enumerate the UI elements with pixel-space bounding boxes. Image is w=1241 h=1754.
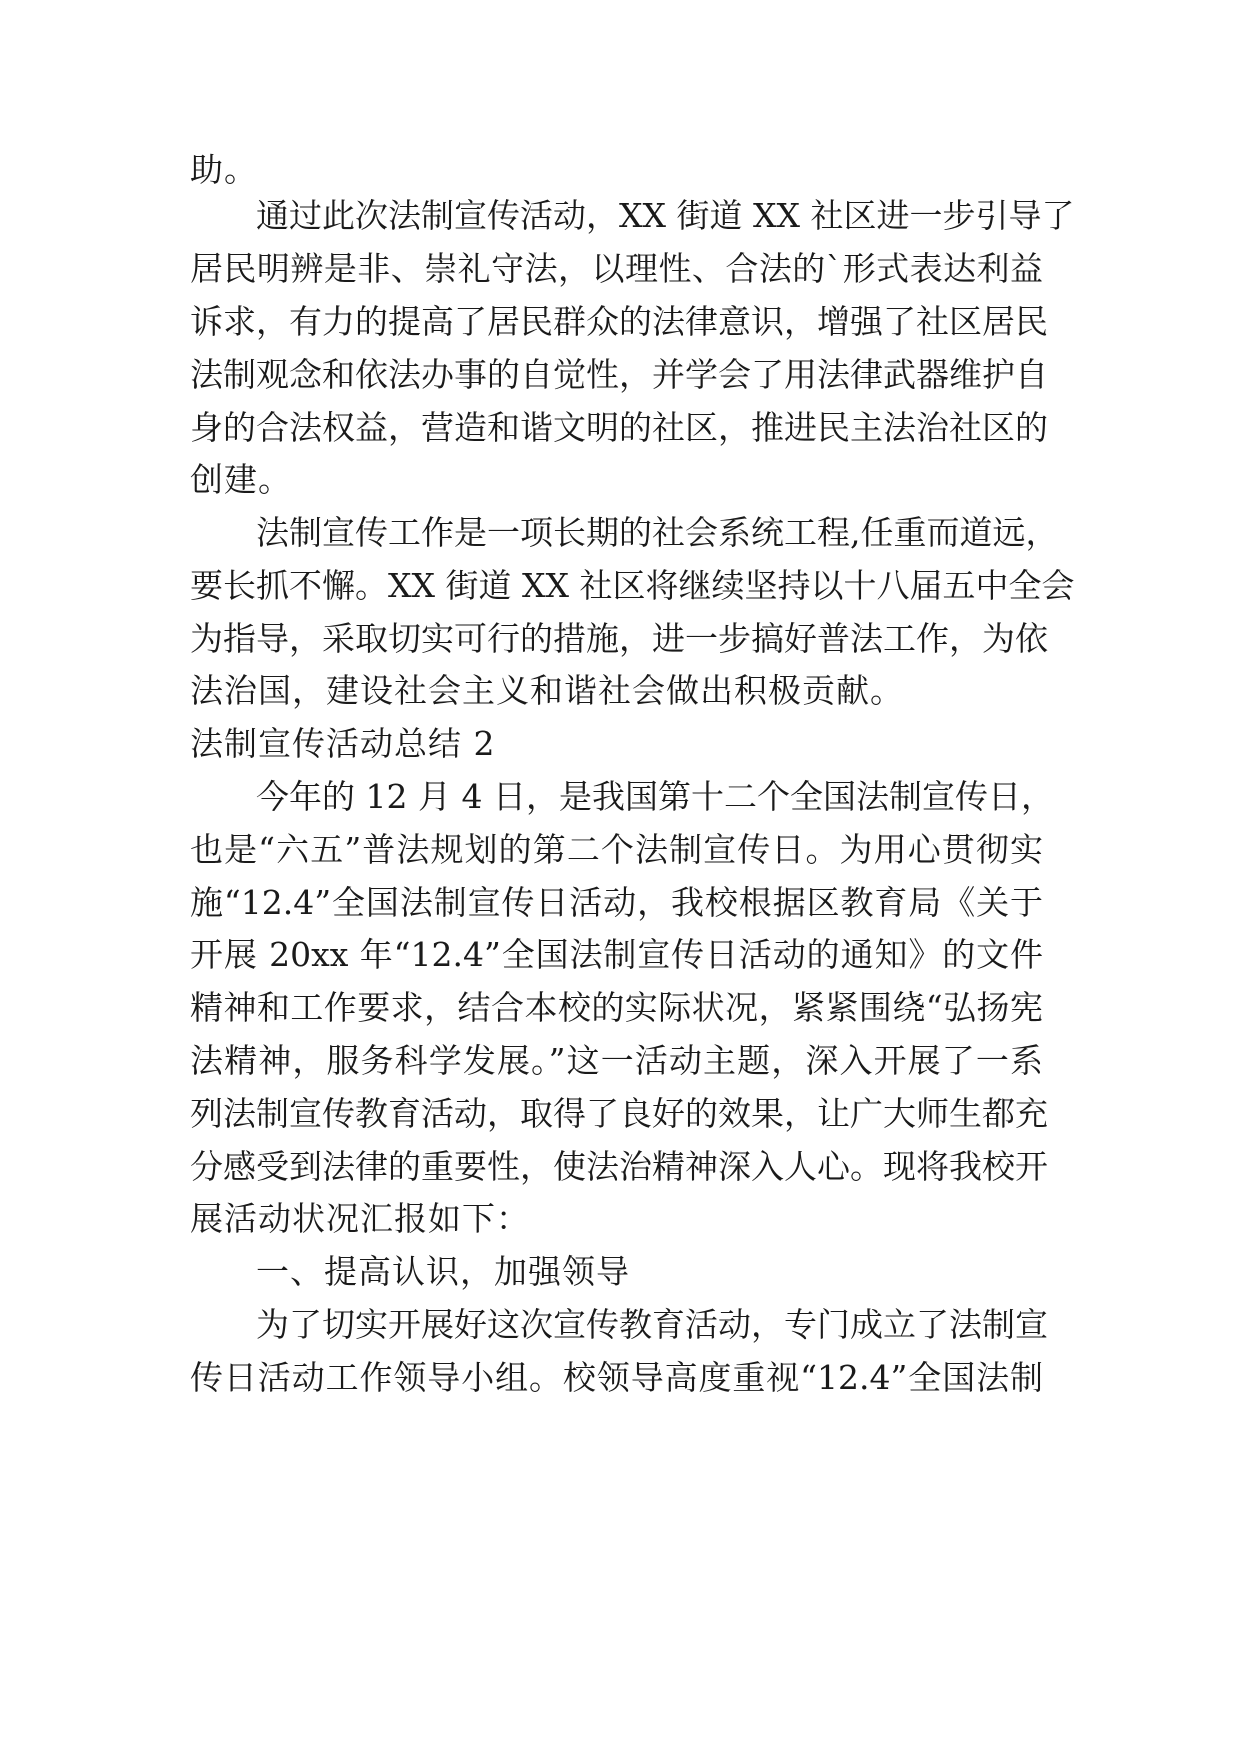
text-line: 为指导，采取切实可行的措施，进一步搞好普法工作，为依 — [190, 619, 1048, 658]
paragraph-first-line: 为了切实开展好这次宣传教育活动，专门成立了法制宣 — [256, 1305, 1048, 1344]
text-line: 法精神，服务科学发展。”这一活动主题，深入开展了一系 — [190, 1041, 1043, 1080]
text-line: 法制观念和依法办事的自觉性，并学会了用法律武器维护自 — [190, 355, 1048, 394]
section-heading: 法制宣传活动总结 2 — [190, 724, 496, 763]
text-line: 诉求，有力的提高了居民群众的法律意识，增强了社区居民 — [190, 302, 1048, 341]
text-line: 列法制宣传教育活动，取得了良好的效果，让广大师生都充 — [190, 1094, 1048, 1133]
text-line: 要长抓不懈。XX 街道 XX 社区将继续坚持以十八届五中全会 — [190, 566, 1075, 605]
text-line: 法治国，建设社会主义和谐社会做出积极贡献。 — [190, 671, 904, 710]
text-line: 创建。 — [190, 460, 292, 499]
text-line: 助。 — [190, 150, 258, 189]
text-line: 也是“六五”普法规划的第二个法制宣传日。为用心贯彻实 — [190, 830, 1043, 869]
text-line: 传日活动工作领导小组。校领导高度重视“12.4”全国法制 — [190, 1358, 1043, 1397]
text-line: 身的合法权益，营造和谐文明的社区，推进民主法治社区的 — [190, 408, 1048, 447]
text-line: 施“12.4”全国法制宣传日活动，我校根据区教育局《关于 — [190, 883, 1043, 922]
text-line: 开展 20xx 年“12.4”全国法制宣传日活动的通知》的文件 — [190, 935, 1043, 974]
text-line: 居民明辨是非、崇礼守法，以理性、合法的`形式表达利益 — [190, 249, 1043, 288]
paragraph-first-line: 法制宣传工作是一项长期的社会系统工程,任重而道远， — [256, 513, 1059, 552]
text-line: 分感受到法律的重要性，使法治精神深入人心。现将我校开 — [190, 1147, 1048, 1186]
paragraph-first-line: 通过此次法制宣传活动，XX 街道 XX 社区进一步引导了 — [256, 196, 1075, 235]
paragraph-first-line: 今年的 12 月 4 日，是我国第十二个全国法制宣传日， — [256, 777, 1054, 816]
text-line: 展活动状况汇报如下： — [190, 1199, 530, 1238]
text-line: 精神和工作要求，结合本校的实际状况，紧紧围绕“弘扬宪 — [190, 988, 1043, 1027]
subsection-heading: 一、提高认识，加强领导 — [256, 1252, 630, 1291]
